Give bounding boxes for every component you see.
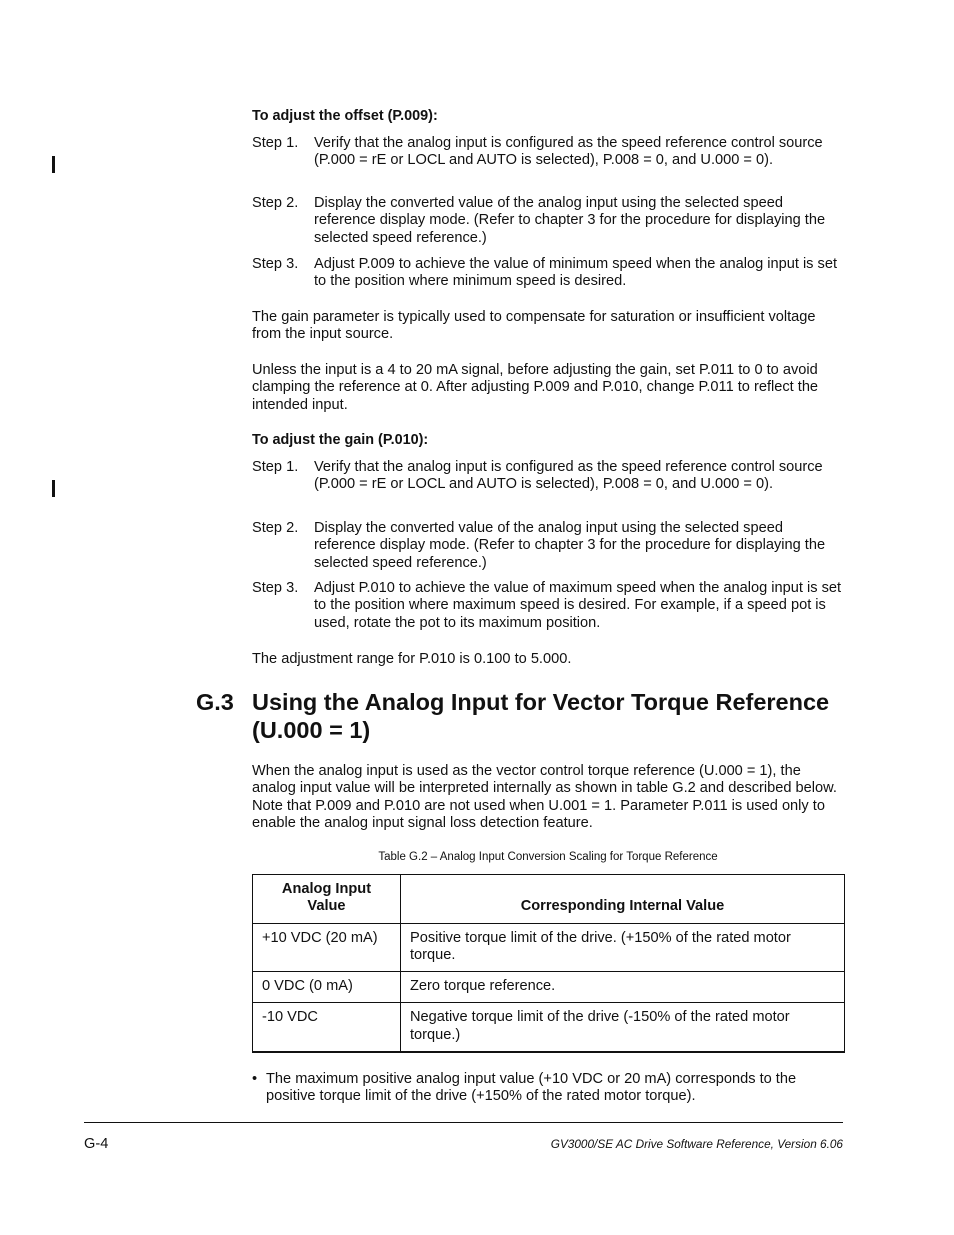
gain-intro-paragraph: The gain parameter is typically used to compensate for saturation or insufficient voltage from the input source. <box>252 309 816 343</box>
table-row <box>253 923 845 972</box>
step-text: Adjust P.009 to achieve the value of minimum speed when the analog input is set to the position where minimum speed is desired. <box>314 256 838 290</box>
column-header-analog-input: Analog Input Value <box>253 875 401 924</box>
table-cell: Zero torque reference. <box>401 972 845 1003</box>
section-title: Using the Analog Input for Vector Torque Reference (U.000 = 1) <box>252 689 830 743</box>
step-text: Verify that the analog input is configured as the speed reference control source (P.000 = rE or LOCL and AUTO is selected), P.008 = 0, and U.000 = 0). <box>314 459 823 493</box>
gain-step-3 <box>252 580 844 632</box>
step-label: Step 3. <box>252 256 299 272</box>
document-title: GV3000/SE AC Drive Software Reference, Version 6.06 <box>550 1137 843 1151</box>
revision-change-bar <box>52 480 55 497</box>
page-number: G-4 <box>84 1136 109 1152</box>
offset-step-1 <box>252 135 844 170</box>
offset-procedure-heading: To adjust the offset (P.009): <box>252 108 438 124</box>
step-label: Step 3. <box>252 580 299 596</box>
bullet-text: The maximum positive analog input value (+10 VDC or 20 mA) corresponds to the positive torque limit of the drive (+150% of the rated motor torque). <box>266 1071 797 1105</box>
torque-intro-paragraph: When the analog input is used as the vector control torque reference (U.000 = 1), the analog input value will be interpreted internally as shown in table G.2 and described below. Note that P.009 and P.010 are not used when U.001 = 1. Parameter P.011 is used only to enable the analog input signal loss detection feature. <box>252 763 837 831</box>
step-text: Adjust P.010 to achieve the value of maximum speed when the analog input is set to the position where maximum speed is desired. For example, if a speed pot is used, rotate the pot to its maximum position. <box>314 580 842 631</box>
step-text: Display the converted value of the analog input using the selected speed reference display mode. (Refer to chapter 3 for the procedure for displaying the selected speed reference.) <box>314 520 826 571</box>
step-label: Step 2. <box>252 520 299 536</box>
offset-step-3 <box>252 256 844 291</box>
table-row <box>253 1003 845 1052</box>
conversion-scaling-table <box>252 874 845 1053</box>
clamping-paragraph: Unless the input is a 4 to 20 mA signal, before adjusting the gain, set P.011 to 0 to avoid clamping the reference at 0. After adjusting P.009 and P.010, change P.011 to reflect the intended input. <box>252 362 819 413</box>
step-text: Verify that the analog input is configured as the speed reference control source (P.000 = rE or LOCL and AUTO is selected), P.008 = 0, and U.000 = 0). <box>314 135 823 169</box>
bullet-item <box>252 1071 844 1106</box>
section-number: G.3 <box>196 689 234 715</box>
section-heading <box>196 688 856 744</box>
footer-divider <box>84 1122 843 1123</box>
gain-step-1 <box>252 459 844 494</box>
table-cell: Positive torque limit of the drive. (+150% of the rated motor torque. <box>401 923 845 972</box>
table-row <box>253 972 845 1003</box>
step-label: Step 1. <box>252 135 299 151</box>
gain-procedure-heading: To adjust the gain (P.010): <box>252 432 429 448</box>
step-label: Step 1. <box>252 459 299 475</box>
table-header-row <box>253 875 845 924</box>
adjustment-range-paragraph: The adjustment range for P.010 is 0.100 to 5.000. <box>252 651 572 667</box>
table-cell: -10 VDC <box>253 1003 401 1052</box>
table-caption: Table G.2 – Analog Input Conversion Scaling for Torque Reference <box>378 851 718 863</box>
gain-step-2 <box>252 520 844 572</box>
step-text: Display the converted value of the analog input using the selected speed reference display mode. (Refer to chapter 3 for the procedure for displaying the selected speed reference.) <box>314 195 826 246</box>
revision-change-bar <box>52 156 55 173</box>
step-label: Step 2. <box>252 195 299 211</box>
bullet-icon: • <box>252 1071 258 1087</box>
offset-step-2 <box>252 195 844 247</box>
table-cell: +10 VDC (20 mA) <box>253 923 401 972</box>
table-cell: Negative torque limit of the drive (-150% of the rated motor torque.) <box>401 1003 845 1052</box>
table-cell: 0 VDC (0 mA) <box>253 972 401 1003</box>
column-header-internal-value: Corresponding Internal Value <box>401 875 845 924</box>
